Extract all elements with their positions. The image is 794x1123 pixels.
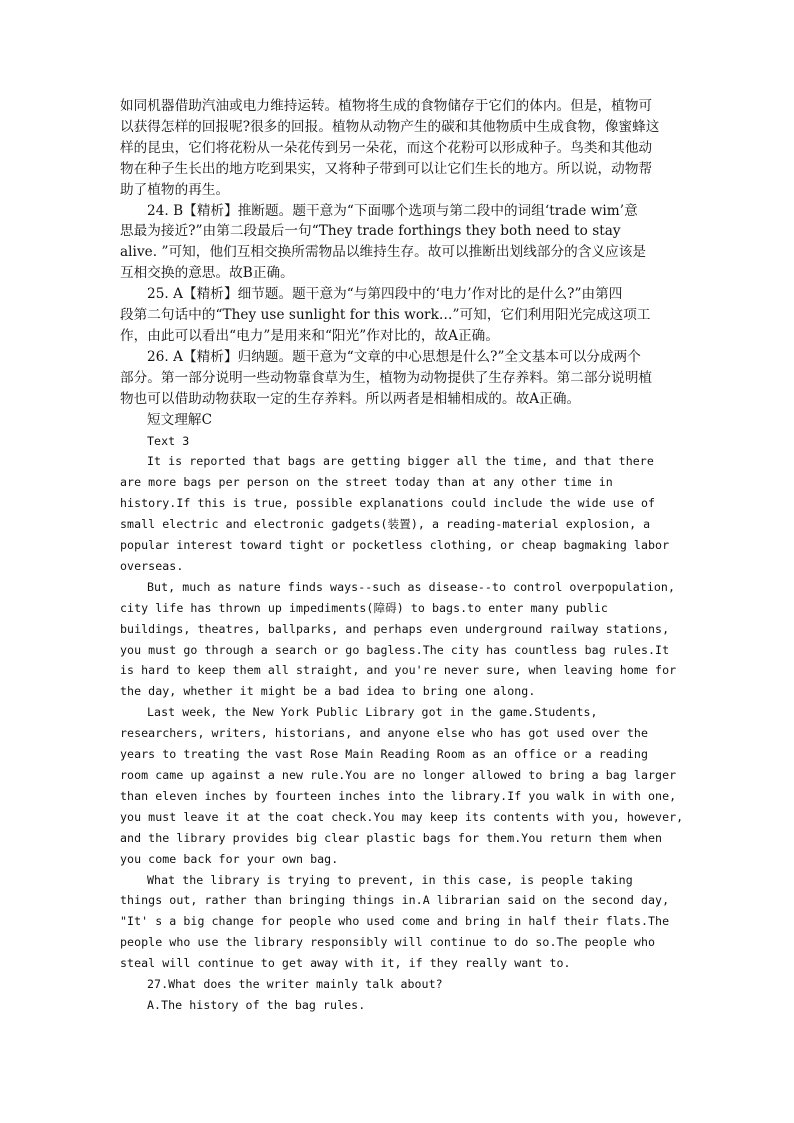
text-line: 作，由此可以看出“电力”是用来和“阳光”作对比的，故A正确。 <box>120 327 499 344</box>
passage-paragraph-1-cont <box>120 472 680 577</box>
passage-paragraph-1 <box>120 451 680 472</box>
passage-paragraph-4 <box>120 870 680 891</box>
text-line: city life has thrown up impediments(障碍) to bags.to enter many public <box>120 600 608 615</box>
text-line: 思最为接近?”由第二段最后一句“They trade forthings they both need to stay <box>120 223 621 240</box>
text-line: overseas. <box>120 558 184 573</box>
text-line: people who use the library responsibly will continue to do so.The people who <box>120 935 656 950</box>
answer-26-cont <box>120 368 680 410</box>
text-line: than eleven inches by fourteen inches into the library.If you walk in with one, <box>120 788 677 803</box>
document-content <box>120 96 684 1016</box>
passage-paragraph-3-cont <box>120 723 684 869</box>
text-line: the day, whether it might be a bad idea to bring one along. <box>120 684 536 699</box>
text-line: "It' s a big change for people who used come and bring in half their flats.The <box>120 914 670 929</box>
text-line: Last week, the New York Public Library got in the game.Students, <box>147 705 598 720</box>
text-line: steal will continue to get away with it, if they really want to. <box>120 956 571 971</box>
text-line: you come back for your own bag. <box>120 851 339 866</box>
passage-paragraph-2 <box>120 577 680 598</box>
answer-24-cont <box>120 221 680 284</box>
passage-paragraph-4-cont <box>120 890 680 974</box>
text-line: 物也可以借助动物获取一定的生存养料。所以两者是相辅相成的。故A正确。 <box>120 390 581 407</box>
text-line: room came up against a new rule.You are no longer allowed to bring a bag larger <box>120 768 677 782</box>
text-line: years to treating the vast Rose Main Reading Room as an office or a reading <box>120 747 649 762</box>
answer-24 <box>120 201 680 222</box>
text-line: are more bags per person on the street today than at any other time in <box>120 475 613 490</box>
text-line: buildings, theatres, ballparks, and perhaps even underground railway stations, <box>120 621 670 636</box>
text-line: 25. A【精析】细节题。题干意为“与第四段中的‘电力’作对比的是什么?”由第四 <box>147 286 623 303</box>
text-line: What the library is trying to prevent, in this case, is people taking <box>147 872 633 887</box>
text-line: 互相交换的意思。故B正确。 <box>120 265 294 282</box>
text-line: is hard to keep them all straight, and you're never sure, when leaving home for <box>120 663 677 678</box>
text-line: 物在种子生长出的地方吃到果实，又将种子带到可以让它们生长的地方。所以说，动物帮 <box>120 160 653 177</box>
question-27: 27.What does the writer mainly talk about? <box>147 977 443 992</box>
text-line: small electric and electronic gadgets(装置), a reading-material explosion, a <box>120 517 651 532</box>
intro-paragraph <box>120 96 680 201</box>
text-line: But, much as nature finds ways--such as disease--to control overpopulation, <box>147 579 676 594</box>
text-line: 样的昆虫，它们将花粉从一朵花传到另一朵花，而这个花粉可以形成种子。鸟类和其他动 <box>120 139 653 156</box>
text-line: 以获得怎样的回报呢?很多的回报。植物从动物产生的碳和其他物质中生成食物，像蜜蜂这 <box>120 118 660 135</box>
question-27-option-a: A.The history of the bag rules. <box>147 997 366 1012</box>
text-line: things out, rather than bringing things in.A librarian said on the second day, <box>120 893 670 908</box>
answer-25-cont <box>120 305 680 347</box>
text-line: you must leave it at the coat check.You may keep its contents with you, however, <box>120 809 684 824</box>
text-line: researchers, writers, historians, and anyone else who has got used over the <box>120 726 649 741</box>
text-line: 部分。第一部分说明一些动物靠食草为生，植物为动物提供了生存养料。第二部分说明植 <box>120 369 653 386</box>
text-line: 段第二句话中的“They use sunlight for this work…”可知，它们利用阳光完成这项工 <box>120 307 651 324</box>
answer-25 <box>120 284 680 305</box>
text-line: 24. B【精析】推断题。题干意为“下面哪个选项与第二段中的词组‘trade wim’意 <box>147 202 638 219</box>
section-title: 短文理解C <box>147 411 213 428</box>
text-line: popular interest toward tight or pocketless clothing, or cheap bagmaking labor <box>120 538 670 553</box>
answer-26 <box>120 347 680 368</box>
text-line: 26. A【精析】归纳题。题干意为“文章的中心思想是什么?”全文基本可以分成两个 <box>147 348 641 365</box>
text-line: you must go through a search or go bagless.The city has countless bag rules.It <box>120 642 670 657</box>
passage-paragraph-2-cont <box>120 598 680 703</box>
text-line: It is reported that bags are getting bigger all the time, and that there <box>147 454 654 469</box>
text-line: alive. ”可知，他们互相交换所需物品以维持生存。故可以推断出划线部分的含义应该是 <box>120 244 647 261</box>
text-line: history.If this is true, possible explanations could include the wide use of <box>120 496 656 511</box>
text-line: 如同机器借助汽油或电力维持运转。植物将生成的食物储存于它们的体内。但是，植物可 <box>120 98 653 114</box>
text-label: Text 3 <box>147 433 190 448</box>
text-line: and the library provides big clear plastic bags for them.You return them when <box>120 830 663 845</box>
passage-paragraph-3 <box>120 702 680 723</box>
text-line: 助了植物的再生。 <box>120 181 230 198</box>
